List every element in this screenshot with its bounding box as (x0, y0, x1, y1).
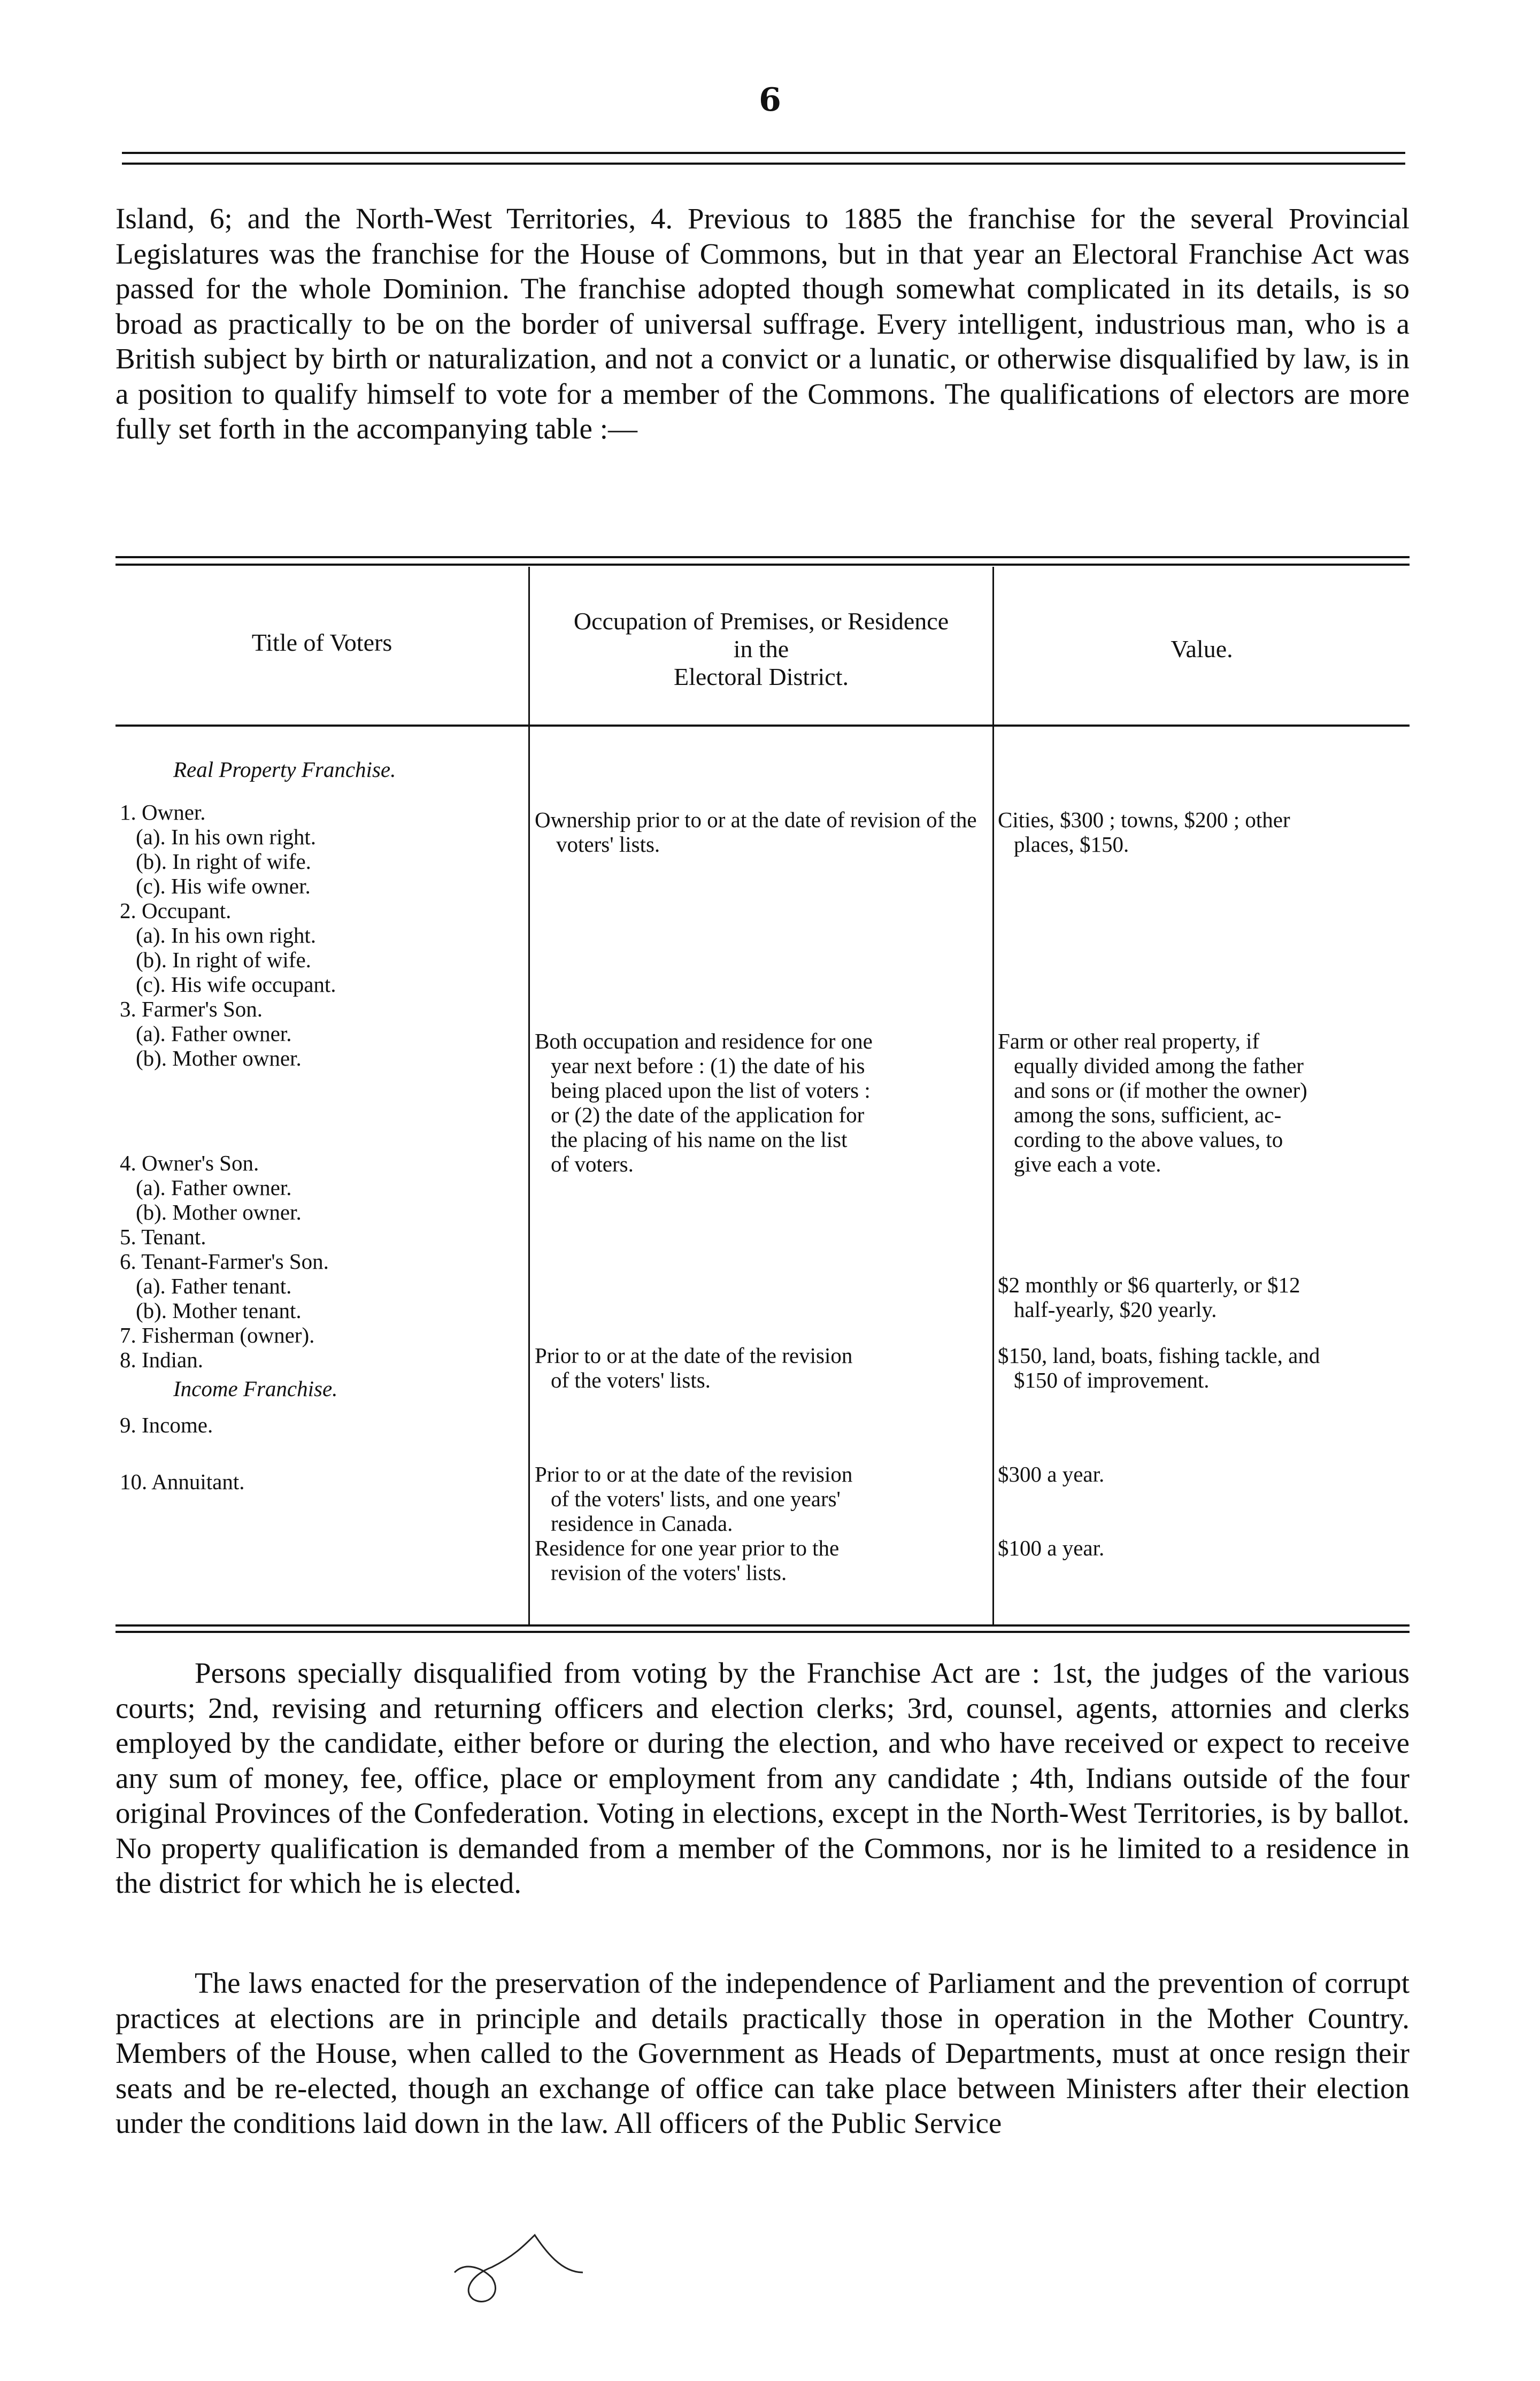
value-line: half-yearly, $20 yearly. (1014, 1297, 1217, 1322)
occupation-line: of the voters' lists, and one years' (551, 1486, 841, 1511)
value-line: $150 of improvement. (1014, 1368, 1210, 1392)
title-row: (b). Mother tenant. (136, 1298, 302, 1323)
header-value (994, 635, 1410, 663)
title-row: 8. Indian. (120, 1347, 203, 1372)
occupation-line: Both occupation and residence for one (535, 1029, 873, 1053)
title-row: (b). In right of wife. (136, 947, 311, 972)
header-rule (122, 152, 1405, 165)
value-line: $2 monthly or $6 quarterly, or $12 (998, 1273, 1300, 1297)
title-row: 10. Annuitant. (120, 1469, 245, 1494)
value-fisherman (998, 1343, 1407, 1392)
title-row: (c). His wife occupant. (136, 972, 336, 997)
table-bottom-rule (116, 1624, 1410, 1627)
value-tenant (998, 1273, 1407, 1322)
header-value-text: Value. (1171, 635, 1233, 662)
table-top-rule-inner (116, 564, 1410, 566)
header-title-text: Title of Voters (251, 629, 392, 656)
title-row: (b). Mother owner. (136, 1046, 302, 1070)
value-line: $150, land, boats, fishing tackle, and (998, 1343, 1320, 1368)
value-income (998, 1462, 1407, 1486)
value-line: among the sons, sufficient, ac- (1014, 1103, 1282, 1127)
table-column-divider-2 (992, 567, 994, 1627)
header-occupation (530, 607, 992, 691)
table-bottom-rule-outer (116, 1631, 1410, 1633)
occupation-annuitant (535, 1536, 987, 1585)
occupation-line: revision of the voters' lists. (551, 1560, 787, 1585)
title-row: (a). In his own right. (136, 825, 317, 849)
value-line: equally divided among the father (1014, 1053, 1304, 1078)
occupation-line: or (2) the date of the application for (551, 1103, 865, 1127)
value-line: Cities, $300 ; towns, $200 ; other (998, 807, 1290, 832)
occupation-line: year next before : (1) the date of his (551, 1053, 865, 1078)
value-annuitant (998, 1536, 1407, 1560)
title-row: (b). Mother owner. (136, 1200, 302, 1224)
header-occupation-line-2: in the (733, 635, 789, 662)
value-line: $300 a year. (998, 1462, 1105, 1486)
title-row: (a). Father tenant. (136, 1274, 292, 1298)
value-owner (998, 807, 1407, 857)
titles-column (120, 757, 526, 1494)
section-real-property: Real Property Franchise. (173, 757, 396, 782)
value-line: and sons or (if mother the owner) (1014, 1078, 1307, 1103)
voter-qualifications-table (116, 556, 1410, 1632)
occupation-farmers-son (535, 1029, 987, 1176)
disqualification-text: Persons specially disqualified from voting by the Franchise Act are : 1st, the judges of the various courts; 2nd, revising and returning officers and election clerks; 3rd, counsel, agents, attornies and clerks employed by the candidate, either before or during the election, and who have received or expect to receive any sum of money, fee, office, place or employment from any candidate ; 4th, Indians outside of the four original Provinces of the Confederation. Voting in elections, except in the North-West Territories, is by ballot. No property qualification is demanded from a member of the Commons, nor is he limited to a residence in the district for which he is elected. (116, 1656, 1410, 1899)
value-line: $100 a year. (998, 1536, 1105, 1560)
occupation-line: the placing of his name on the list (551, 1127, 848, 1152)
occupation-line: being placed upon the list of voters : (551, 1078, 871, 1103)
spacer (120, 1070, 526, 1151)
occupation-line: residence in Canada. (551, 1511, 733, 1536)
value-line: give each a vote. (1014, 1152, 1161, 1176)
disqualification-paragraph (116, 1655, 1410, 1901)
occupation-owner-text: Ownership prior to or at the date of revision of the voters' lists. (535, 807, 977, 857)
title-row: 7. Fisherman (owner). (120, 1323, 315, 1347)
value-line: cording to the above values, to (1014, 1127, 1283, 1152)
header-occupation-line-1: Occupation of Premises, or Residence (573, 607, 949, 635)
independence-paragraph (116, 1966, 1410, 2141)
title-row: (b). In right of wife. (136, 849, 311, 874)
handwritten-mark (444, 2214, 594, 2321)
occupation-owner (535, 807, 987, 857)
title-row: 9. Income. (120, 1413, 213, 1437)
title-row: 6. Tenant-Farmer's Son. (120, 1249, 329, 1274)
title-row: 3. Farmer's Son. (120, 997, 263, 1021)
section-income: Income Franchise. (173, 1376, 338, 1401)
occupation-line: Residence for one year prior to the (535, 1536, 840, 1560)
occupation-line: of the voters' lists. (551, 1368, 711, 1392)
table-top-rule (116, 556, 1410, 558)
title-row: 1. Owner. (120, 800, 206, 825)
value-farmers-son (998, 1029, 1407, 1176)
title-row: (a). Father owner. (136, 1021, 292, 1046)
title-row: 2. Occupant. (120, 898, 232, 923)
value-line: Farm or other real property, if (998, 1029, 1260, 1053)
occupation-fisherman (535, 1343, 987, 1392)
intro-paragraph-text: Island, 6; and the North-West Territories, 4. Previous to 1885 the franchise for the several Provincial Legislatures was the franchise for the House of Commons, but in that year an Electoral Franchise Act was passed for the whole Dominion. The franchise adopted though somewhat complicated in its details, is so broad as practically to be on the border of universal suffrage. Every intelligent, industrious man, who is a British subject by birth or naturalization, and not a convict or a lunatic, or otherwise disqualified by law, is in a position to qualify himself to vote for a member of the Commons. The qualifications of electors are more fully set forth in the accompanying table :— (116, 202, 1410, 445)
table-column-divider-1 (528, 567, 530, 1627)
title-row: (a). Father owner. (136, 1175, 292, 1200)
header-occupation-line-3: Electoral District. (674, 663, 849, 690)
title-row: (c). His wife owner. (136, 874, 311, 898)
occupation-line: Prior to or at the date of the revision (535, 1343, 853, 1368)
occupation-line: of voters. (551, 1152, 634, 1176)
occupation-income (535, 1462, 987, 1536)
title-row: 4. Owner's Son. (120, 1151, 259, 1175)
page-number: 6 (759, 81, 781, 119)
occupation-line: Prior to or at the date of the revision (535, 1462, 853, 1486)
title-row: 5. Tenant. (120, 1224, 206, 1249)
value-line: places, $150. (1014, 832, 1129, 857)
title-row: (a). In his own right. (136, 923, 317, 947)
table-header-rule (116, 725, 1410, 727)
header-title-of-voters (116, 629, 528, 657)
independence-text: The laws enacted for the preservation of the independence of Parliament and the prevention of corrupt practices at elections are in principle and details practically those in operation in the Mother Country. Members of the House, when called to the Government as Heads of Departments, must at once resign their seats and be re-elected, though an exchange of office can take place between Ministers after their election under the conditions laid down in the law. All officers of the Public Service (116, 1967, 1410, 2139)
intro-paragraph (116, 201, 1410, 446)
spacer (120, 1437, 526, 1469)
